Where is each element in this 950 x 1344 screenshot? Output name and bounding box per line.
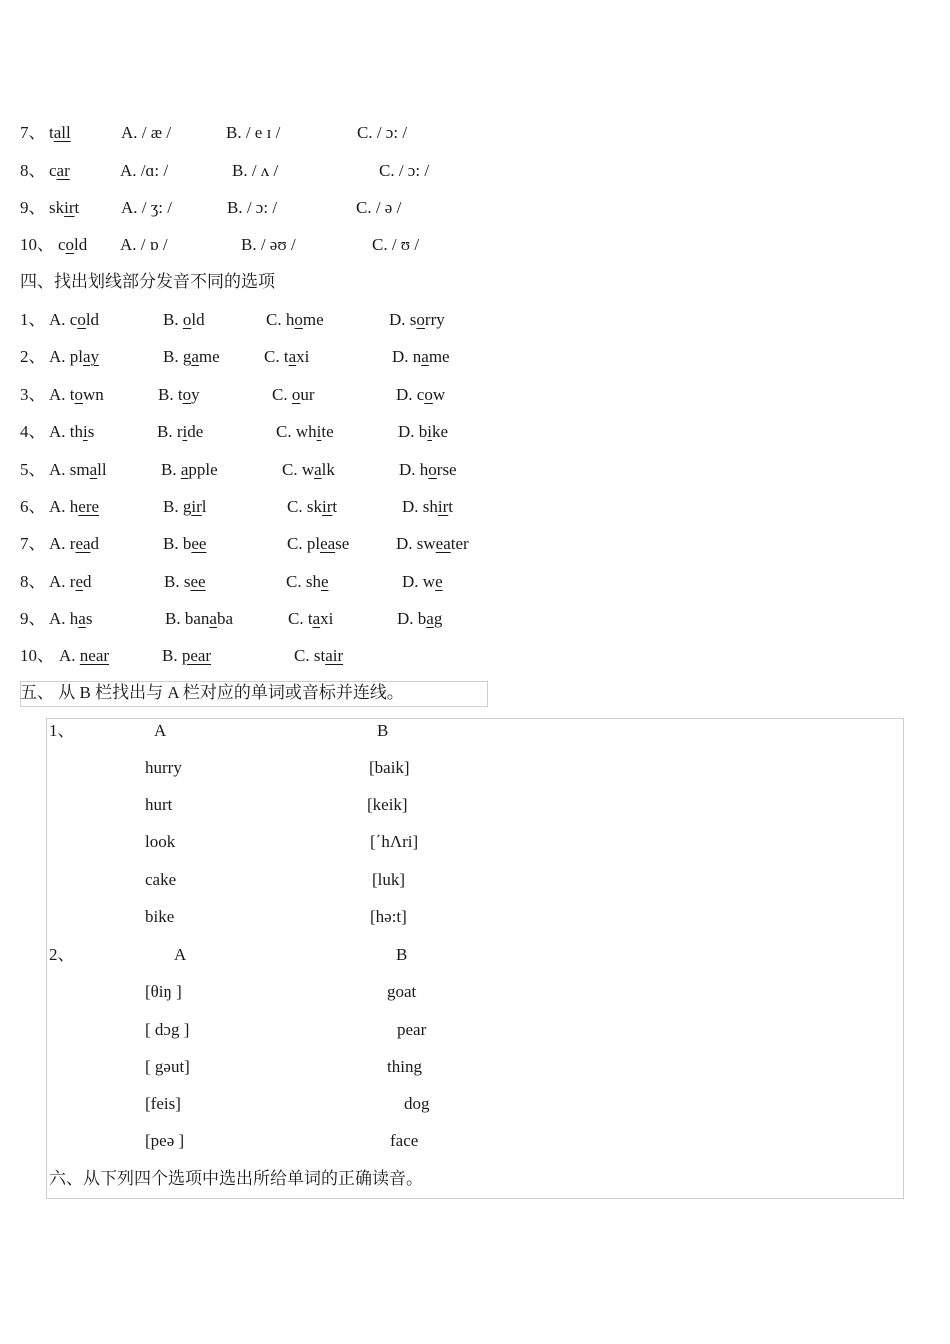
underlined-part: ir	[437, 497, 449, 516]
word-part: s	[87, 422, 95, 441]
option-d	[402, 496, 453, 518]
underlined-part: ea	[320, 534, 336, 553]
item-number: 2、	[20, 347, 46, 366]
underlined-part: o	[182, 385, 192, 404]
word-part: A. h	[49, 609, 79, 628]
word-part: A. pl	[49, 347, 83, 366]
word-part: t	[332, 497, 338, 516]
word-part: D. h	[399, 460, 429, 479]
item-number: 4、	[20, 422, 46, 441]
item-number: 8、	[20, 161, 46, 180]
option-c: C. / ɔ: /	[379, 161, 430, 180]
option-a	[49, 571, 92, 593]
column-a-item: [ gəut]	[145, 1057, 190, 1076]
option-a	[49, 384, 104, 406]
column-b-header: B	[396, 945, 408, 964]
word-part: C. w	[282, 460, 315, 479]
word-part: A. sm	[49, 460, 90, 479]
word-part: A. h	[49, 497, 79, 516]
underlined-part: a	[314, 460, 322, 479]
option-b	[163, 496, 206, 518]
option-b	[162, 645, 211, 667]
column-a-item: bike	[145, 907, 175, 926]
part-number: 2、	[49, 945, 75, 964]
word-part: xi	[296, 347, 310, 366]
word-part: A. t	[49, 385, 75, 404]
word-part: c	[49, 161, 57, 180]
option-b	[165, 608, 233, 630]
underlined-part: o	[65, 235, 75, 254]
target-word	[58, 234, 87, 256]
option-b	[157, 421, 203, 443]
word-part: C. sh	[286, 572, 321, 591]
underlined-part: ir	[64, 198, 75, 217]
underlined-part: ay	[83, 347, 100, 366]
underlined-part: o	[294, 310, 303, 329]
underlined-part: o	[416, 310, 425, 329]
word-part: rse	[436, 460, 457, 479]
option-c	[294, 645, 343, 667]
word-part: t	[49, 123, 54, 142]
word-part: B. g	[163, 347, 192, 366]
option-c	[287, 496, 337, 518]
option-b: B. / ɔ: /	[227, 198, 278, 217]
word-part: B. r	[157, 422, 183, 441]
option-c	[266, 309, 324, 331]
option-b	[163, 346, 220, 368]
underlined-part: o	[182, 310, 192, 329]
word-part: A. r	[49, 572, 76, 591]
column-b-item: thing	[387, 1057, 422, 1076]
word-part: A. c	[49, 310, 78, 329]
option-b	[163, 533, 206, 555]
word-part: A. th	[49, 422, 83, 441]
word-part: d	[83, 572, 92, 591]
option-c	[276, 421, 334, 443]
word-part: rry	[424, 310, 445, 329]
option-c	[288, 608, 333, 630]
word-part: D. b	[398, 422, 428, 441]
word-part: y	[191, 385, 200, 404]
word-part: ld	[191, 310, 205, 329]
item-number: 5、	[20, 460, 46, 479]
option-c	[287, 533, 349, 555]
option-b: B. / əʊ /	[241, 235, 296, 254]
option-a	[49, 533, 99, 555]
item-number: 8、	[20, 572, 46, 591]
underlined-part: ar	[56, 161, 70, 180]
option-a: A. / ʒ: /	[121, 198, 172, 217]
word-part: me	[198, 347, 220, 366]
item-number: 10、	[20, 646, 54, 665]
word-part: me	[428, 347, 450, 366]
option-b	[163, 309, 205, 331]
target-word	[49, 197, 79, 219]
column-b-item: goat	[387, 982, 417, 1001]
column-a-item: [θiŋ ]	[145, 982, 182, 1001]
word-part: ur	[300, 385, 315, 404]
item-number: 10、	[20, 235, 54, 254]
word-part: B. s	[164, 572, 191, 591]
word-part: me	[302, 310, 324, 329]
option-d	[402, 571, 443, 593]
word-part: g	[433, 609, 443, 628]
underlined-part: i	[182, 422, 188, 441]
word-part: c	[58, 235, 66, 254]
underlined-part: a	[89, 460, 98, 479]
item-number: 3、	[20, 385, 46, 404]
word-part: lk	[321, 460, 335, 479]
target-word	[49, 160, 70, 182]
section5-title: 五、 从 B 栏找出与 A 栏对应的单词或音标并连线。	[20, 683, 404, 702]
option-b	[164, 571, 206, 593]
column-a-item: [ dɔg ]	[145, 1020, 190, 1039]
word-part: l	[201, 497, 207, 516]
underlined-part: o	[428, 460, 437, 479]
word-part: C. h	[266, 310, 295, 329]
underlined-part: ea	[435, 534, 451, 553]
option-d	[399, 459, 457, 481]
part-number: 1、	[49, 721, 75, 740]
underlined-part: ee	[190, 572, 206, 591]
underlined-part: o	[74, 385, 83, 404]
item-number: 9、	[20, 609, 46, 628]
option-b	[161, 459, 218, 481]
option-d	[396, 384, 445, 406]
column-b-item: [keik]	[367, 795, 408, 814]
option-d	[398, 421, 448, 443]
item-number: 6、	[20, 497, 46, 516]
word-part: D. sw	[396, 534, 436, 553]
word-part: t	[74, 198, 80, 217]
column-a-header: A	[154, 721, 167, 740]
word-part: D. c	[396, 385, 425, 404]
column-b-item: [baik]	[369, 758, 410, 777]
underlined-part: o	[291, 385, 301, 404]
item-number: 7、	[20, 534, 46, 553]
column-a-item: [peə ]	[145, 1131, 185, 1150]
option-c	[286, 571, 329, 593]
option-b: B. / ʌ /	[232, 161, 279, 180]
underlined-part: near	[79, 646, 110, 665]
underlined-part: o	[77, 310, 86, 329]
word-part: D. b	[397, 609, 427, 628]
underlined-part: a	[421, 347, 429, 366]
word-part: s	[85, 609, 93, 628]
word-part: C. t	[288, 609, 313, 628]
word-part: B. g	[163, 497, 192, 516]
underlined-part: ir	[191, 497, 202, 516]
column-b-item: face	[390, 1131, 419, 1150]
word-part: w	[432, 385, 446, 404]
option-a	[49, 421, 94, 443]
word-part: ld	[85, 310, 100, 329]
option-c: C. / ʊ /	[372, 235, 420, 254]
option-b	[158, 384, 200, 406]
word-part: ke	[432, 422, 449, 441]
column-a-item: cake	[145, 870, 177, 889]
word-part: A.	[59, 646, 80, 665]
item-number: 1、	[20, 310, 46, 329]
underlined-part: ir	[321, 497, 333, 516]
word-part: C. wh	[276, 422, 317, 441]
word-part: B.	[163, 310, 183, 329]
section4-title: 四、找出划线部分发音不同的选项	[20, 272, 275, 291]
item-number: 9、	[20, 198, 46, 217]
option-d	[396, 533, 469, 555]
column-b-item: [hə:t]	[370, 907, 407, 926]
word-part: d	[90, 534, 100, 553]
option-a	[49, 608, 92, 630]
column-b-item: [΄hΛri]	[370, 832, 419, 851]
option-c: C. / ɔ: /	[357, 123, 408, 142]
word-part: de	[187, 422, 204, 441]
item-number: 7、	[20, 123, 46, 142]
underlined-part: pear	[181, 646, 212, 665]
column-b-item: pear	[397, 1020, 427, 1039]
word-part: D. sh	[402, 497, 438, 516]
word-part: te	[321, 422, 334, 441]
word-part: C. st	[294, 646, 326, 665]
underlined-part: o	[424, 385, 433, 404]
option-a: A. /ɑ: /	[120, 161, 169, 180]
underlined-part: e	[435, 572, 443, 591]
word-part: D. s	[389, 310, 417, 329]
option-c: C. / ə /	[356, 198, 402, 217]
word-part: C. pl	[287, 534, 321, 553]
column-b-item: [luk]	[372, 870, 406, 889]
word-part: se	[335, 534, 350, 553]
option-d	[397, 608, 442, 630]
underlined-part: ee	[191, 534, 207, 553]
option-c	[264, 346, 309, 368]
option-a: A. / æ /	[121, 123, 172, 142]
option-d	[389, 309, 445, 331]
column-a-item: hurt	[145, 795, 173, 814]
column-a-item: hurry	[145, 758, 182, 777]
word-part: wn	[83, 385, 104, 404]
underlined-part: ea	[75, 534, 91, 553]
option-a	[49, 346, 99, 368]
underlined-part: air	[325, 646, 344, 665]
option-a	[59, 645, 109, 667]
option-a: A. / ɒ /	[120, 235, 168, 254]
word-part: C. t	[264, 347, 289, 366]
underlined-part: i	[83, 422, 88, 441]
word-part: ter	[450, 534, 469, 553]
underlined-part: a	[180, 460, 189, 479]
word-part: C. sk	[287, 497, 322, 516]
word-part: C.	[272, 385, 292, 404]
column-a-header: A	[174, 945, 187, 964]
column-b-item: dog	[404, 1094, 430, 1113]
underlined-part: a	[288, 347, 297, 366]
target-word	[49, 122, 71, 144]
underlined-part: ere	[78, 497, 100, 516]
word-part: D. n	[392, 347, 422, 366]
option-c	[282, 459, 335, 481]
underlined-part: i	[427, 422, 433, 441]
word-part: B.	[162, 646, 182, 665]
word-part: D. w	[402, 572, 436, 591]
column-a-item: look	[145, 832, 176, 851]
word-part: ld	[74, 235, 88, 254]
underlined-part: e	[320, 572, 329, 591]
option-b: B. / e ɪ /	[226, 123, 281, 142]
word-part: B. ban	[165, 609, 210, 628]
underlined-part: a	[191, 347, 199, 366]
word-part: A. r	[49, 534, 76, 553]
word-part: B. t	[158, 385, 183, 404]
option-a	[49, 459, 107, 481]
underlined-part: all	[53, 123, 71, 142]
option-a	[49, 496, 99, 518]
column-b-header: B	[377, 721, 389, 740]
word-part: ll	[97, 460, 107, 479]
section6-title: 六、从下列四个选项中选出所给单词的正确读音。	[49, 1169, 423, 1188]
word-part: pple	[188, 460, 218, 479]
underlined-part: a	[426, 609, 434, 628]
underlined-part: i	[316, 422, 322, 441]
underlined-part: a	[209, 609, 217, 628]
word-part: ba	[216, 609, 233, 628]
option-a	[49, 309, 99, 331]
underlined-part: a	[78, 609, 86, 628]
word-part: t	[448, 497, 454, 516]
word-part: B. b	[163, 534, 192, 553]
option-c	[272, 384, 315, 406]
word-part: B.	[161, 460, 181, 479]
word-part: xi	[320, 609, 334, 628]
word-part: sk	[49, 198, 65, 217]
underlined-part: a	[312, 609, 321, 628]
option-d	[392, 346, 450, 368]
column-a-item: [feis]	[145, 1094, 181, 1113]
underlined-part: e	[75, 572, 83, 591]
